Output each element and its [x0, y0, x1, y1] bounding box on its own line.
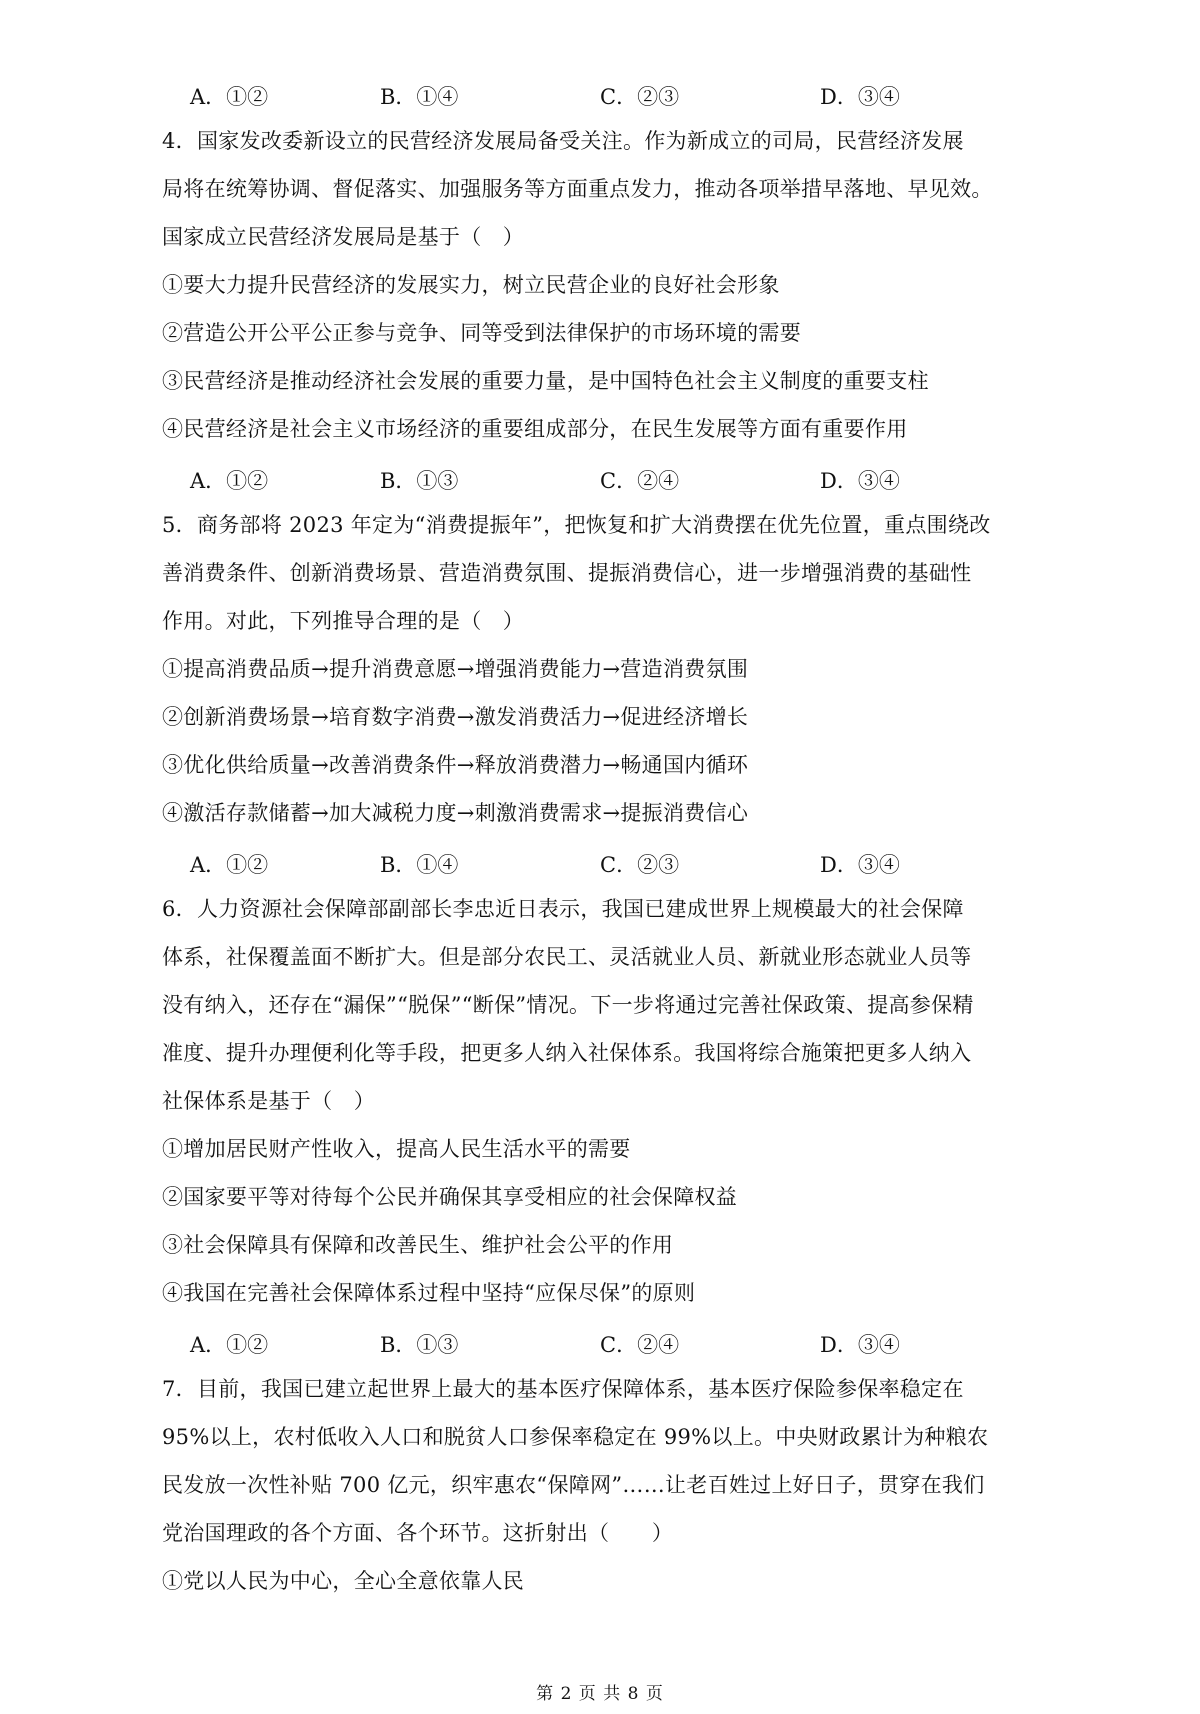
- q6-option-c: C．②④: [600, 1333, 680, 1357]
- q5-stem-line-1: 5．商务部将 2023 年定为“消费提振年”，把恢复和扩大消费摆在优先位置，重点围绕改: [162, 513, 991, 537]
- q7-stem-line-4: 党治国理政的各个方面、各个环节。这折射出（ ）: [162, 1521, 674, 1545]
- q5-option-a: A．①②: [190, 853, 269, 877]
- q5-options: [190, 850, 1090, 880]
- q6-option-b: B．①③: [380, 1333, 459, 1357]
- q4-item-1: ①要大力提升民营经济的发展实力，树立民营企业的良好社会形象: [162, 273, 780, 297]
- q6-item-2: ②国家要平等对待每个公民并确保其享受相应的社会保障权益: [162, 1185, 738, 1209]
- q7-stem-line-1: 7．目前，我国已建立起世界上最大的基本医疗保障体系，基本医疗保险参保率稳定在: [162, 1377, 964, 1401]
- q3-options: [190, 82, 1090, 112]
- q4-item-2: ②营造公开公平公正参与竞争、同等受到法律保护的市场环境的需要: [162, 321, 801, 345]
- q6-stem-line-2: 体系，社保覆盖面不断扩大。但是部分农民工、灵活就业人员、新就业形态就业人员等: [162, 945, 972, 969]
- q4-stem-line-2: 局将在统筹协调、督促落实、加强服务等方面重点发力，推动各项举措早落地、早见效。: [162, 177, 993, 201]
- q4-stem-line-3: 国家成立民营经济发展局是基于（ ）: [162, 225, 525, 249]
- q7-stem-line-3: 民发放一次性补贴 700 亿元，织牢惠农“保障网”……让老百姓过上好日子，贯穿在我们: [162, 1473, 985, 1497]
- q3-option-d: D．③④: [820, 85, 900, 109]
- q5-option-c: C．②③: [600, 853, 680, 877]
- page-number: 第 2 页 共 8 页: [536, 1684, 664, 1704]
- q7-item-1: ①党以人民为中心，全心全意依靠人民: [162, 1569, 525, 1593]
- q3-option-c: C．②③: [600, 85, 680, 109]
- q5-stem-line-2: 善消费条件、创新消费场景、营造消费氛围、提振消费信心，进一步增强消费的基础性: [162, 561, 972, 585]
- q5-item-1: ①提高消费品质→提升消费意愿→增强消费能力→营造消费氛围: [162, 657, 749, 681]
- q4-option-d: D．③④: [820, 469, 900, 493]
- q5-item-2: ②创新消费场景→培育数字消费→激发消费活力→促进经济增长: [162, 705, 749, 729]
- q6-options: [190, 1330, 1090, 1360]
- q5-item-4: ④激活存款储蓄→加大减税力度→刺激消费需求→提振消费信心: [162, 801, 749, 825]
- q4-option-b: B．①③: [380, 469, 459, 493]
- q4-options: [190, 466, 1090, 496]
- q6-option-d: D．③④: [820, 1333, 900, 1357]
- q4-option-a: A．①②: [190, 469, 269, 493]
- q5-option-d: D．③④: [820, 853, 900, 877]
- q4-option-c: C．②④: [600, 469, 680, 493]
- q6-item-4: ④我国在完善社会保障体系过程中坚持“应保尽保”的原则: [162, 1281, 696, 1305]
- q3-option-a: A．①②: [190, 85, 269, 109]
- q6-stem-line-3: 没有纳入，还存在“漏保”“脱保”“断保”情况。下一步将通过完善社保政策、提高参保精: [162, 993, 974, 1017]
- q6-stem-line-4: 准度、提升办理便利化等手段，把更多人纳入社保体系。我国将综合施策把更多人纳入: [162, 1041, 972, 1065]
- q5-stem-line-3: 作用。对此，下列推导合理的是（ ）: [162, 609, 525, 633]
- q6-stem-line-1: 6．人力资源社会保障部副部长李忠近日表示，我国已建成世界上规模最大的社会保障: [162, 897, 964, 921]
- q5-option-b: B．①④: [380, 853, 459, 877]
- q4-stem-line-1: 4．国家发改委新设立的民营经济发展局备受关注。作为新成立的司局，民营经济发展: [162, 129, 964, 153]
- q6-stem-line-5: 社保体系是基于（ ）: [162, 1089, 375, 1113]
- q6-item-3: ③社会保障具有保障和改善民生、维护社会公平的作用: [162, 1233, 674, 1257]
- q7-stem-line-2: 95%以上，农村低收入人口和脱贫人口参保率稳定在 99%以上。中央财政累计为种粮农: [162, 1425, 989, 1449]
- q4-item-4: ④民营经济是社会主义市场经济的重要组成部分，在民生发展等方面有重要作用: [162, 417, 908, 441]
- q4-item-3: ③民营经济是推动经济社会发展的重要力量，是中国特色社会主义制度的重要支柱: [162, 369, 929, 393]
- q5-item-3: ③优化供给质量→改善消费条件→释放消费潜力→畅通国内循环: [162, 753, 749, 777]
- q6-option-a: A．①②: [190, 1333, 269, 1357]
- q3-option-b: B．①④: [380, 85, 459, 109]
- q6-item-1: ①增加居民财产性收入，提高人民生活水平的需要: [162, 1137, 631, 1161]
